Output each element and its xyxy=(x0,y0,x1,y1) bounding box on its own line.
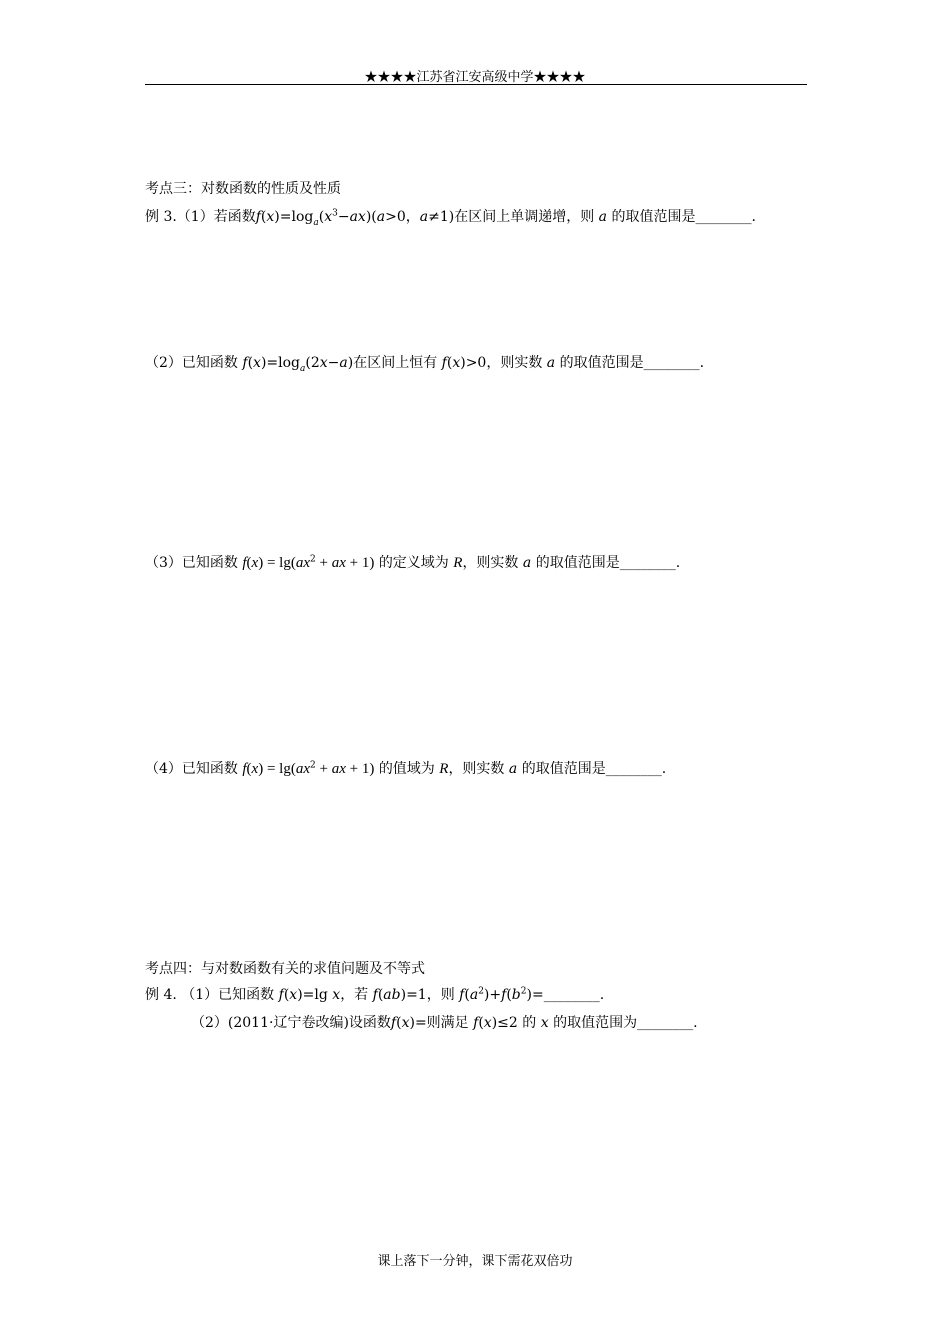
example4-question2: （2）(2011·辽宁卷改编)设函数f(x)=则满足 f(x)≤2 的 x 的取值范围为________. xyxy=(191,1015,698,1031)
example3-question4: （4）已知函数 $f(x) = \lg(ax^2$ + ax + 1) 的值域为 R，则实数 a 的取值范围是________. xyxy=(145,760,667,777)
example3-question2: （2）已知函数 $f(x)=\log_a(2x-a)$在区间上恒有 f(x)>0，则实数 a 的取值范围是________. xyxy=(145,355,705,374)
page-header-title: ★★★★江苏省江安高级中学★★★★ xyxy=(364,70,586,85)
answer-blank: ________ xyxy=(543,987,600,1003)
answer-blank: ________ xyxy=(637,1015,694,1031)
page-footer-motto: 课上落下一分钟，课下需花双倍功 xyxy=(377,1254,573,1269)
example3-question3: （3）已知函数 $f(x) = \lg(ax^2$ + ax + 1) 的定义域为 R，则实数 a 的取值范围是________. xyxy=(145,554,681,571)
answer-blank: ________ xyxy=(643,355,700,371)
answer-blank: ________ xyxy=(695,209,752,225)
answer-blank: ________ xyxy=(605,761,662,777)
example3-question1: 例 3.（1）若函数$f(x)=\log_a(x^3-ax)(a>0$，a≠1)在区间上单调递增，则 a 的取值范围是________. xyxy=(145,208,756,228)
section4-heading: 考点四：与对数函数有关的求值问题及不等式 xyxy=(145,961,425,977)
example4-question1: 例 4. （1）已知函数 f(x)=lg x，若 f(ab)=1，则 $f(a^2)+f(b^2)=\_\_\_\_\_\_\_\_$. xyxy=(145,986,605,1003)
source-label: 辽宁卷改编 xyxy=(273,1015,344,1031)
answer-blank: ________ xyxy=(619,555,676,571)
header-divider xyxy=(145,84,807,85)
section3-heading: 考点三：对数函数的性质及性质 xyxy=(145,181,341,197)
